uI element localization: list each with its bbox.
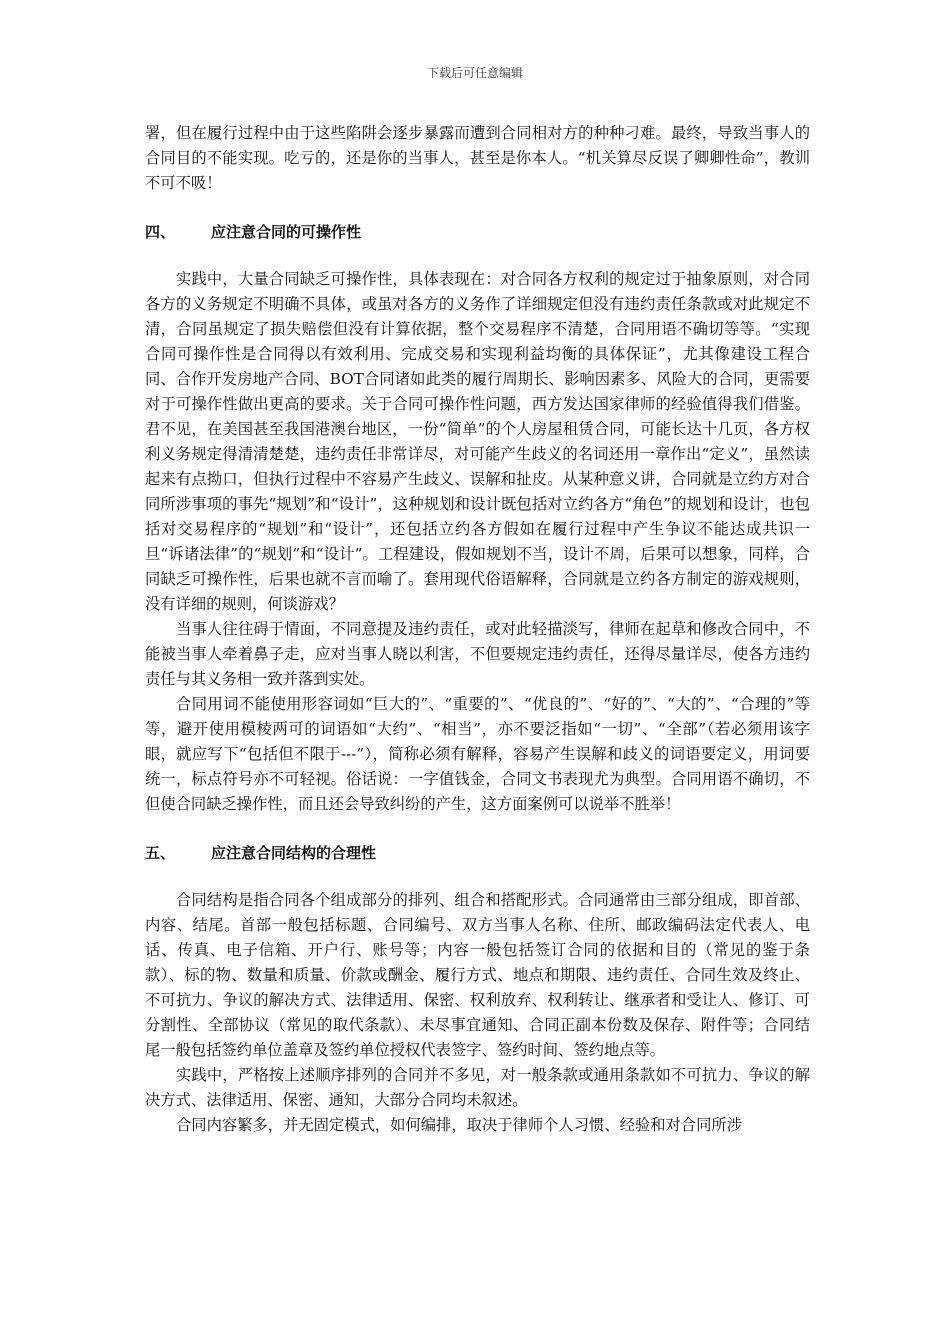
- section5-paragraph-1: 合同结构是指合同各个组成部分的排列、组合和搭配形式。合同通常由三部分组成，即首部、内容、结尾。首部一般包括标题、合同编号、双方当事人名称、住所、邮政编码法定代表人、电话、传真、电子信箱、开户行、账号等；内容一般包括签订合同的依据和目的（常见的鉴于条款）、标的物、数量和质量、价款或酬金、履行方式、地点和期限、违约责任、合同生效及终止、不可抗力、争议的解决方式、法律适用、保密、权利放弃、权利转让、继承者和受让人、修订、可分割性、全部协议（常见的取代条款）、未尽事宜通知、合同正副本份数及保存、附件等；合同结尾一般包括签约单位盖章及签约单位授权代表签字、签约时间、签约地点等。: [145, 891, 810, 1059]
- section5-paragraph-2: 实践中，严格按上述顺序排列的合同并不多见，对一般条款或通用条款如不可抗力、争议的解决方式、法律适用、保密、通知，大部分合同均未叙述。: [145, 1066, 810, 1109]
- section4-paragraph-1: 实践中，大量合同缺乏可操作性，具体表现在：对合同各方权利的规定过于抽象原则，对合同各方的义务规定不明确不具体，或虽对各方的义务作了详细规定但没有违约责任条款或对此规定不清，合同虽规定了损失赔偿但没有计算依据，整个交易程序不清楚，合同用语不确切等等。“实现合同可操作性是合同得以有效利用、完成交易和实现利益均衡的具体保证”，尤其像建设工程合同、合作开发房地产合同、BOT合同诸如此类的履行周期长、影响因素多、风险大的合同，更需要对于可操作性做出更高的要求。关于合同可操作性问题，西方发达国家律师的经验值得我们借鉴。君不见，在美国甚至我国港澳台地区，一份“简单”的个人房屋租赁合同，可能长达十几页，各方权利义务规定得清清楚楚，违约责任非常详尽，对可能产生歧义的名词还用一章作出“定义”，虽然读起来有点拗口，但执行过程中不容易产生歧义、误解和扯皮。从某种意义讲，合同就是立约方对合同所涉事项的事先“规划”和“设计”，这种规划和设计既包括对立约各方“角色”的规划和设计，也包括对交易程序的“规划”和“设计”，还包括立约各方假如在履行过程中产生争议不能达成共识一旦“诉诸法律”的“规划”和“设计”。工程建设，假如规划不当，设计不周，后果可以想象，同样，合同缺乏可操作性，后果也就不言而喻了。套用现代俗语解释，合同就是立约各方制定的游戏规则，没有详细的规则，何谈游戏？: [145, 270, 810, 613]
- section-heading-4: [145, 220, 810, 245]
- section-number: 五、: [145, 844, 176, 862]
- section-heading-5: [145, 841, 810, 866]
- document-body: [145, 121, 810, 1138]
- page-header: 下载后可任意编辑: [426, 66, 523, 80]
- section4-paragraph-2: 当事人往往碍于情面，不同意提及违约责任，或对此轻描淡写，律师在起草和修改合同中，不能被当事人牵着鼻子走，应对当事人晓以利害，不但要规定违约责任，还得尽量详尽，使各方违约责任与其义务相一致并落到实处。: [145, 620, 810, 688]
- section4-paragraph-3: 合同用词不能使用形容词如“巨大的”、“重要的”、“优良的”、“好的”、“大的”、“合理的”等等，避开使用模棱两可的词语如“大约”、“相当”，亦不要泛指如“一切”、“全部”（若必须用该字眼，就应写下“包括但不限于---”），简称必须有解释，容易产生误解和歧义的词语要定义，用词要统一，标点符号亦不可轻视。俗话说：一字值钱金，合同文书表现尤为典型。合同用语不确切，不但使合同缺乏操作性，而且还会导致纠纷的产生，这方面案例可以说举不胜举！: [145, 695, 810, 813]
- section-title: 应注意合同的可操作性: [211, 223, 362, 241]
- intro-paragraph: 署，但在履行过程中由于这些陷阱会逐步暴露而遭到合同相对方的种种刁难。最终，导致当事人的合同目的不能实现。吃亏的，还是你的当事人，甚至是你本人。“机关算尽反误了卿卿性命”，教训不可不吸！: [145, 124, 810, 192]
- section-title: 应注意合同结构的合理性: [211, 844, 377, 862]
- section5-paragraph-3: 合同内容繁多，并无固定模式，如何编排，取决于律师个人习惯、经验和对合同所涉: [176, 1116, 742, 1134]
- section-number: 四、: [145, 223, 176, 241]
